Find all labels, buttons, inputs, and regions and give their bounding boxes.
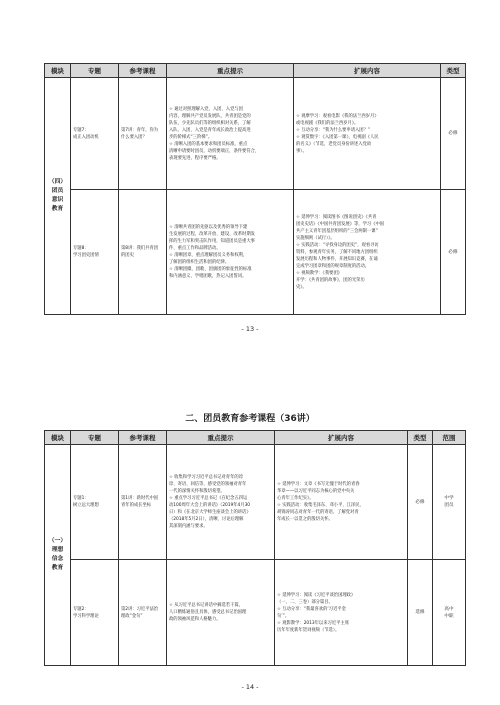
extended-line: 实施细则（试行）》。	[296, 235, 335, 241]
module-label: 教育	[51, 565, 64, 571]
key-point-line: ☆ 重点学习习近平总书记《在纪念五四运	[169, 496, 248, 501]
extended-line: 句’”。	[277, 613, 290, 619]
module-label: 教育	[51, 206, 64, 212]
extended-line: ☆ 实践活动：“寻找身边的团史”，观看寻访	[296, 242, 379, 248]
extended-line: ☆ 观摩学习：观看电影《我的法兰西岁月》	[296, 113, 379, 119]
module-label: （四）	[48, 179, 67, 185]
table-row	[45, 78, 466, 190]
key-point-line: 政的领袖风范和人格魅力。	[169, 617, 221, 622]
type-cell: 必修	[408, 445, 433, 560]
extended-line: ☆ 延伸学习：文章《书写无愧于时代的青春	[277, 482, 360, 487]
course-text: 第8讲：我们共青团	[121, 246, 159, 251]
scope-text: 团员	[444, 503, 454, 508]
topic-cell	[71, 445, 119, 560]
scope-cell	[433, 560, 466, 666]
key-point-line: 和内涵意义，学唱团歌，热记入团誓词。	[169, 274, 247, 279]
topic-text: 学习科学理论	[73, 613, 99, 619]
key-point-line: 了解团的组织生活和团的纪律。	[169, 260, 230, 265]
scope-text: 中学	[444, 496, 454, 501]
extended-line: 事）。	[296, 148, 307, 154]
key-point-line: （2018年5月2日），清晰、讨论后理解	[169, 517, 244, 522]
key-point-line: 动100周年大会上的讲话》（2019年4月30	[169, 503, 251, 508]
course-text: 青年的成长坐标	[121, 503, 152, 508]
scope-cell	[433, 445, 466, 560]
page-number: - 14 -	[241, 683, 259, 691]
extended-line: ☆ 观影教学：2013年以来习近平主席	[277, 620, 350, 626]
section-title: 二、团员教育参考课程（36讲）	[185, 414, 315, 424]
extended-line: 发展历程和人物事件，开展知识竞赛，在诵	[296, 256, 378, 262]
extended-line: 资料，参观青年实务，了解不同地方团组织	[296, 249, 378, 255]
key-points-cell	[167, 445, 275, 560]
type-cell: 选修	[408, 560, 433, 666]
course-text: 第7讲：青年，你为	[121, 127, 159, 133]
extended-content-cell	[294, 78, 441, 190]
course-cell	[119, 78, 167, 190]
module-cell	[45, 445, 71, 666]
key-point-line: 入队、入团、入党是青年成长政治上提高进	[169, 127, 251, 133]
key-points-cell	[167, 78, 294, 190]
key-point-line: 内容，理解共产党员发展队，共青团是党的	[169, 113, 251, 119]
extended-line: 共产主义青年团基层组织的“三会两制一课”	[296, 228, 378, 234]
key-point-line: ☆ 清晰共青团的先驱以及优秀的领导下建	[169, 225, 248, 230]
course-cell	[119, 560, 167, 666]
extended-line: ☆ 实践活动：收集毛泽东、邓小平、江泽民、	[277, 503, 364, 508]
extended-content-cell	[294, 190, 441, 315]
course-text: 什么要入团？	[121, 134, 147, 140]
module-label: 理想	[51, 547, 64, 553]
header-type: 类型	[441, 64, 466, 78]
scope-text: 高中	[444, 606, 454, 612]
table-header-row	[45, 64, 466, 78]
type-cell: 必修	[441, 190, 466, 315]
key-point-line: 表现要先进，程序要严格。	[169, 155, 221, 161]
extended-line: 华章——以习近平同志为核心的党中央关	[277, 489, 355, 494]
header-topic: 专题	[71, 64, 119, 78]
topic-text: 专题2：	[73, 606, 89, 612]
topic-cell	[71, 190, 119, 315]
module-label: 意识	[51, 197, 64, 203]
header-type: 类型	[408, 431, 433, 445]
table-row	[45, 190, 466, 315]
extended-line: 开学：《共青团的故事》，团的光荣历	[296, 277, 365, 283]
key-point-line: 队伍，少先队员们等的组织相对关系，了解	[169, 120, 251, 126]
extended-line: 或电视剧《我们的法兰西岁月》。	[296, 120, 359, 126]
extended-line: 历年年度新年贺词视频（节选）。	[277, 627, 340, 633]
header-module: 模块	[45, 64, 71, 78]
topic-text: 专题1：	[73, 496, 89, 501]
course-text: 的团史	[121, 253, 134, 258]
extended-line: ☆ 延伸学习：阅读《习近平谈治国理政》	[277, 592, 356, 598]
course-table-page14	[44, 430, 466, 666]
module-label: 团员	[51, 188, 64, 194]
course-cell	[119, 445, 167, 560]
topic-text: 专题7：	[73, 127, 89, 133]
course-cell	[119, 190, 167, 315]
topic-text: 成正入团动机	[73, 134, 99, 140]
extended-line: ☆ 互动分享：“我最喜欢的‘习近平金	[277, 606, 346, 612]
header-scope: 范围	[433, 431, 466, 445]
topic-text: 树立远大理想	[73, 503, 99, 508]
extended-line: 团史史话》《中国共青团发展》等，学习《中国	[296, 221, 385, 227]
type-cell: 必修	[441, 78, 466, 190]
extended-line: 史》。	[296, 284, 307, 290]
topic-text: 学习团史团情	[73, 253, 99, 258]
extended-content-cell	[275, 445, 408, 560]
page-number: - 13 -	[241, 325, 259, 333]
key-point-line: ☆ 收集和学习习近平总书记对青年的谆	[169, 475, 243, 480]
extended-line: 年成长一以贯之的殷切关怀。	[277, 517, 333, 522]
extended-line: ☆ 互动分享：“我为什么要申请入团？”	[296, 127, 371, 133]
module-cell	[45, 78, 71, 315]
header-extended-content: 扩展内容	[275, 431, 408, 445]
header-key-points: 重点提示	[167, 64, 294, 78]
key-point-line: 谆、寄语、回信等，感受党的领袖对青年	[169, 482, 247, 487]
extended-line: （一、二、三卷）部分篇目。	[277, 599, 333, 605]
key-point-line: 一代的深情关怀和殷切希望。	[169, 489, 225, 494]
key-point-line: 件、重点工作和品牌活动。	[169, 246, 221, 251]
key-point-line: ☆ 通过对照理解入党、入团、入党与团	[169, 106, 243, 112]
extended-line: 胡锦涛同志对青年一代的寄语，了解党对青	[277, 510, 359, 515]
key-points-cell	[167, 190, 294, 315]
table-row	[45, 445, 466, 560]
key-point-line: 人口精炼通俗且具体，感受总书记治国理	[169, 610, 247, 615]
extended-line: ☆ 视频教学：《我要团》	[296, 270, 343, 276]
extended-content-cell	[275, 560, 408, 666]
key-point-line: 日）和《在北京大学师生座谈会上的讲话》	[169, 510, 251, 515]
scope-text: 中职	[444, 613, 454, 619]
key-points-cell	[167, 560, 275, 666]
topic-text: 专题8：	[73, 246, 89, 251]
key-point-line: 其深刻内涵与要求。	[169, 524, 208, 529]
extended-line: 心青年工作纪实》。	[277, 496, 314, 501]
key-point-line: ☆ 清晰团徽、团歌、团旗团的象征性的标准	[169, 267, 252, 272]
key-point-line: ☆ 从习近平总书记讲话中摘选若干篇，	[169, 603, 243, 608]
key-point-line: ☆ 清晰入团的基本要求和团员标准，重点	[169, 141, 248, 147]
course-table-page13	[44, 63, 466, 315]
table-row	[45, 560, 466, 666]
course-text: 理政“金句”	[121, 613, 143, 619]
key-point-line: ☆ 清晰团章，重点理解团员义务和权利，	[169, 253, 248, 258]
course-text: 第1讲：新时代中国	[121, 496, 159, 501]
module-label: 信念	[51, 556, 64, 562]
topic-cell	[71, 560, 119, 666]
key-point-line: 挥的生力军和突击队作用，知道团员是重大事	[169, 239, 255, 244]
key-point-line: 生发展的过程，改革开放、建设、改革时期发	[169, 232, 255, 237]
table-header-row	[45, 431, 466, 445]
extended-line: 的名义》（节选，老党员身份讲述入党故	[296, 141, 372, 147]
header-topic: 专题	[71, 431, 119, 445]
extended-line: ☆ 观赏数字：《入团第一课》，电视剧《人民	[296, 134, 379, 140]
header-course: 参考课程	[119, 431, 167, 445]
course-text: 第2讲：习近平法治	[121, 606, 159, 612]
key-point-line: 步的阶梯式“三阶梯”。	[169, 134, 213, 140]
module-label: （一）	[48, 538, 67, 544]
extended-line: 完成学习团章和团的规章制度的活动。	[296, 263, 370, 269]
extended-line: ☆ 延伸学习：阅读图书《图说团史》《共青	[296, 214, 377, 220]
header-extended-content: 扩展内容	[294, 64, 441, 78]
key-point-line: 清晰申请要时团员，动机要端正，条件要符合，	[169, 148, 260, 154]
header-module: 模块	[45, 431, 71, 445]
header-key-points: 重点提示	[167, 431, 275, 445]
topic-cell	[71, 78, 119, 190]
header-course: 参考课程	[119, 64, 167, 78]
